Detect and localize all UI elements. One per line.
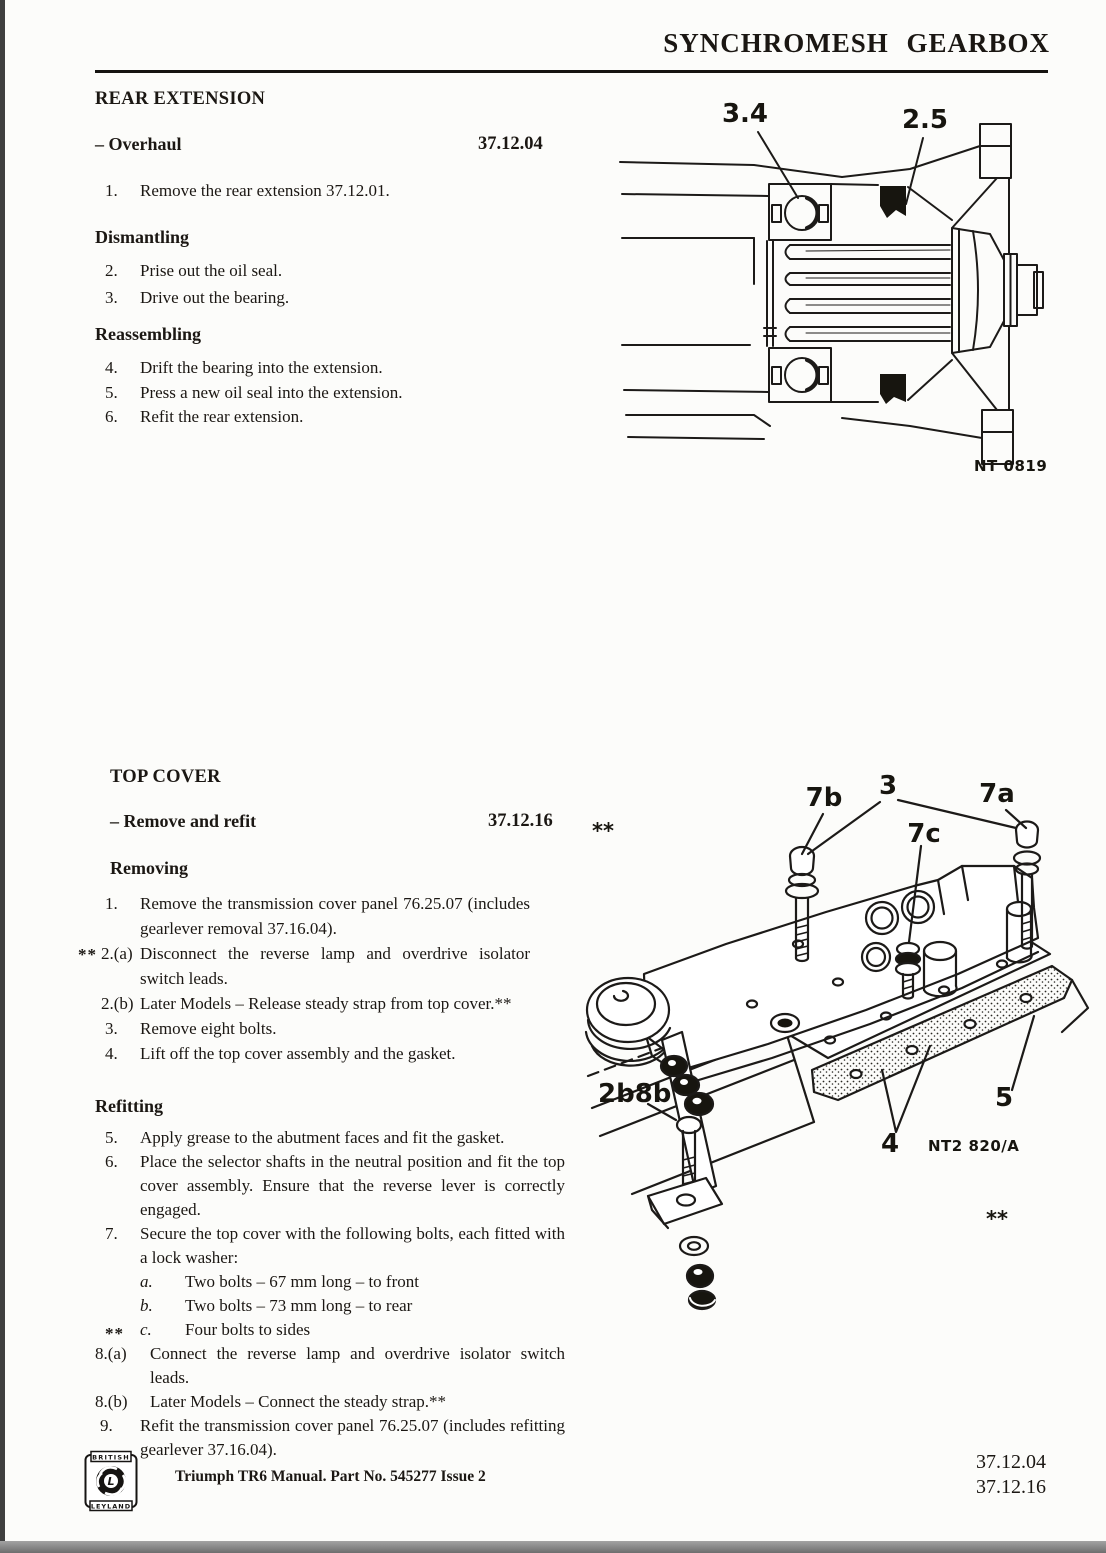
page-title: SYNCHROMESH GEARBOX bbox=[663, 28, 1050, 58]
reassembling-heading: Reassembling bbox=[95, 324, 202, 344]
figure-caption: NT2 820/A bbox=[928, 1137, 1020, 1155]
scan-edge-bottom bbox=[0, 1541, 1106, 1553]
step-text: Drive out the bearing. bbox=[140, 287, 290, 307]
step-number: 2.(a) bbox=[101, 944, 133, 963]
bolt-spec-row bbox=[78, 1270, 565, 1294]
step-row bbox=[78, 1222, 565, 1270]
step-number: 8.(a) bbox=[95, 1344, 127, 1363]
step-number: 1. bbox=[105, 181, 118, 200]
step-number: 3. bbox=[105, 1019, 118, 1038]
step-text: Press a new oil seal into the extension. bbox=[140, 382, 403, 402]
spec-text: Two bolts – 67 mm long – to front bbox=[185, 1272, 419, 1291]
step-number: 5. bbox=[105, 1128, 118, 1147]
step-row bbox=[78, 285, 548, 312]
top-cover-figure bbox=[576, 768, 1106, 1313]
step-number: 3. bbox=[105, 287, 118, 307]
figure-label-bolts-3: 3 bbox=[878, 771, 898, 801]
step-number: 9. bbox=[100, 1416, 113, 1435]
step-row bbox=[78, 1041, 530, 1066]
top-cover-title: TOP COVER bbox=[110, 767, 221, 787]
step-text: Later Models – Release steady strap from top cover.** bbox=[140, 994, 512, 1013]
spec-letter: c. bbox=[140, 1320, 152, 1339]
operation-label: – Remove and refit bbox=[110, 811, 257, 831]
operation-code: 37.12.04 bbox=[478, 134, 543, 154]
refitting-steps bbox=[78, 1126, 565, 1462]
step-number: 2. bbox=[105, 261, 118, 280]
operation-code: 37.12.16 bbox=[488, 811, 553, 831]
step-row bbox=[78, 1126, 565, 1150]
rear-extension-figure bbox=[606, 88, 1106, 508]
rear-extension-title: REAR EXTENSION bbox=[95, 89, 266, 109]
operation-label: – Overhaul bbox=[95, 134, 182, 154]
step-row bbox=[78, 1342, 565, 1390]
step-number: 8.(b) bbox=[95, 1392, 128, 1411]
spec-text: Two bolts – 73 mm long – to rear bbox=[185, 1296, 413, 1315]
step-row bbox=[78, 405, 548, 430]
bolt-spec-row bbox=[78, 1294, 565, 1318]
step-text: Remove the transmission cover panel 76.25.07 (includes gearlever removal 37.16.04). bbox=[140, 894, 530, 938]
scan-edge-left bbox=[0, 0, 5, 1541]
figure-label-bearing: 3.4 bbox=[721, 99, 769, 129]
figure-label-bolt-7b: 7b bbox=[805, 783, 843, 813]
step-row bbox=[78, 891, 530, 941]
step-text: Place the selector shafts in the neutral position and fit the top cover assembly. Ensure that the reverse lever is correctly engaged. bbox=[140, 1152, 565, 1219]
figure-label-lever-2b8b: 2b8b bbox=[598, 1079, 672, 1109]
step-number: 4. bbox=[105, 1044, 118, 1063]
step-text: Secure the top cover with the following bolts, each fitted with a lock washer: bbox=[140, 1224, 565, 1267]
page-ref: 37.12.16 bbox=[976, 1476, 1046, 1498]
double-asterisk-marker: ** bbox=[986, 1207, 1008, 1231]
reassembling-steps bbox=[78, 356, 548, 430]
step-text: Remove the rear extension 37.12.01. bbox=[140, 181, 390, 200]
figure-caption: NT 0819 bbox=[974, 457, 1048, 475]
spec-letter: b. bbox=[140, 1296, 153, 1315]
step-row bbox=[78, 941, 530, 991]
removing-heading: Removing bbox=[110, 858, 188, 878]
step-number: 1. bbox=[105, 894, 118, 913]
top-cover-operation bbox=[110, 811, 575, 832]
step-text: Disconnect the reverse lamp and overdrive isolator switch leads. bbox=[140, 944, 530, 988]
step-text: Drift the bearing into the extension. bbox=[140, 358, 383, 377]
manual-part-note: Triumph TR6 Manual. Part No. 545277 Issue 2 bbox=[175, 1468, 486, 1485]
double-asterisk-marker: ** bbox=[105, 1324, 124, 1343]
page-reference-numbers bbox=[946, 1450, 1046, 1500]
step-text: Lift off the top cover assembly and the gasket. bbox=[140, 1044, 456, 1063]
logo-letter: L bbox=[107, 1475, 115, 1488]
refitting-heading: Refitting bbox=[95, 1096, 163, 1116]
rear-extension-operation bbox=[95, 134, 560, 155]
dismantling-heading: Dismantling bbox=[95, 227, 190, 247]
spec-letter: a. bbox=[140, 1272, 153, 1291]
figure-label-gasket-4: 4 bbox=[880, 1129, 900, 1159]
step-row bbox=[78, 1390, 565, 1414]
step-number: 7. bbox=[105, 1224, 118, 1243]
step-number: 5. bbox=[105, 382, 118, 402]
logo-top-text: BRITISH bbox=[92, 1453, 130, 1462]
step-text: Connect the reverse lamp and overdrive isolator switch leads. bbox=[150, 1344, 565, 1387]
double-asterisk-marker: ** bbox=[592, 819, 614, 843]
british-leyland-logo bbox=[84, 1450, 138, 1512]
step-number: 6. bbox=[105, 1152, 118, 1171]
step-row bbox=[78, 381, 548, 406]
figure-label-bolt-7a: 7a bbox=[979, 779, 1015, 809]
figure-label-bolt-7c: 7c bbox=[907, 819, 941, 849]
step-number: 4. bbox=[105, 358, 118, 377]
double-asterisk-marker: ** bbox=[78, 945, 97, 964]
step-text: Later Models – Connect the steady strap.** bbox=[150, 1392, 447, 1411]
figure-label-oil-seal: 2.5 bbox=[901, 105, 949, 135]
step-text: Remove eight bolts. bbox=[140, 1019, 277, 1038]
rear-extension-intro-steps bbox=[78, 178, 548, 203]
step-row bbox=[78, 1016, 530, 1041]
step-text: Refit the rear extension. bbox=[140, 407, 304, 426]
step-row bbox=[78, 178, 548, 203]
step-text: Apply grease to the abutment faces and fit the gasket. bbox=[140, 1128, 505, 1147]
figure-label-cover-5: 5 bbox=[994, 1083, 1014, 1113]
step-row bbox=[78, 991, 530, 1016]
step-text: Prise out the oil seal. bbox=[140, 261, 283, 280]
page-ref: 37.12.04 bbox=[976, 1451, 1046, 1473]
header-rule bbox=[95, 70, 1048, 73]
step-number: 2.(b) bbox=[101, 994, 134, 1013]
step-row bbox=[78, 258, 548, 285]
spec-text: Four bolts to sides bbox=[185, 1320, 311, 1339]
bolt-spec-row bbox=[78, 1318, 565, 1342]
step-row bbox=[78, 1414, 565, 1462]
logo-bottom-text: LEYLAND bbox=[90, 1502, 132, 1511]
step-row bbox=[78, 356, 548, 381]
step-text: Refit the transmission cover panel 76.25.07 (includes refitting gearlever 37.16.04). bbox=[140, 1416, 565, 1459]
step-row bbox=[78, 1150, 565, 1222]
removing-steps bbox=[78, 891, 530, 1066]
dismantling-steps bbox=[78, 258, 548, 311]
step-number: 6. bbox=[105, 407, 118, 426]
